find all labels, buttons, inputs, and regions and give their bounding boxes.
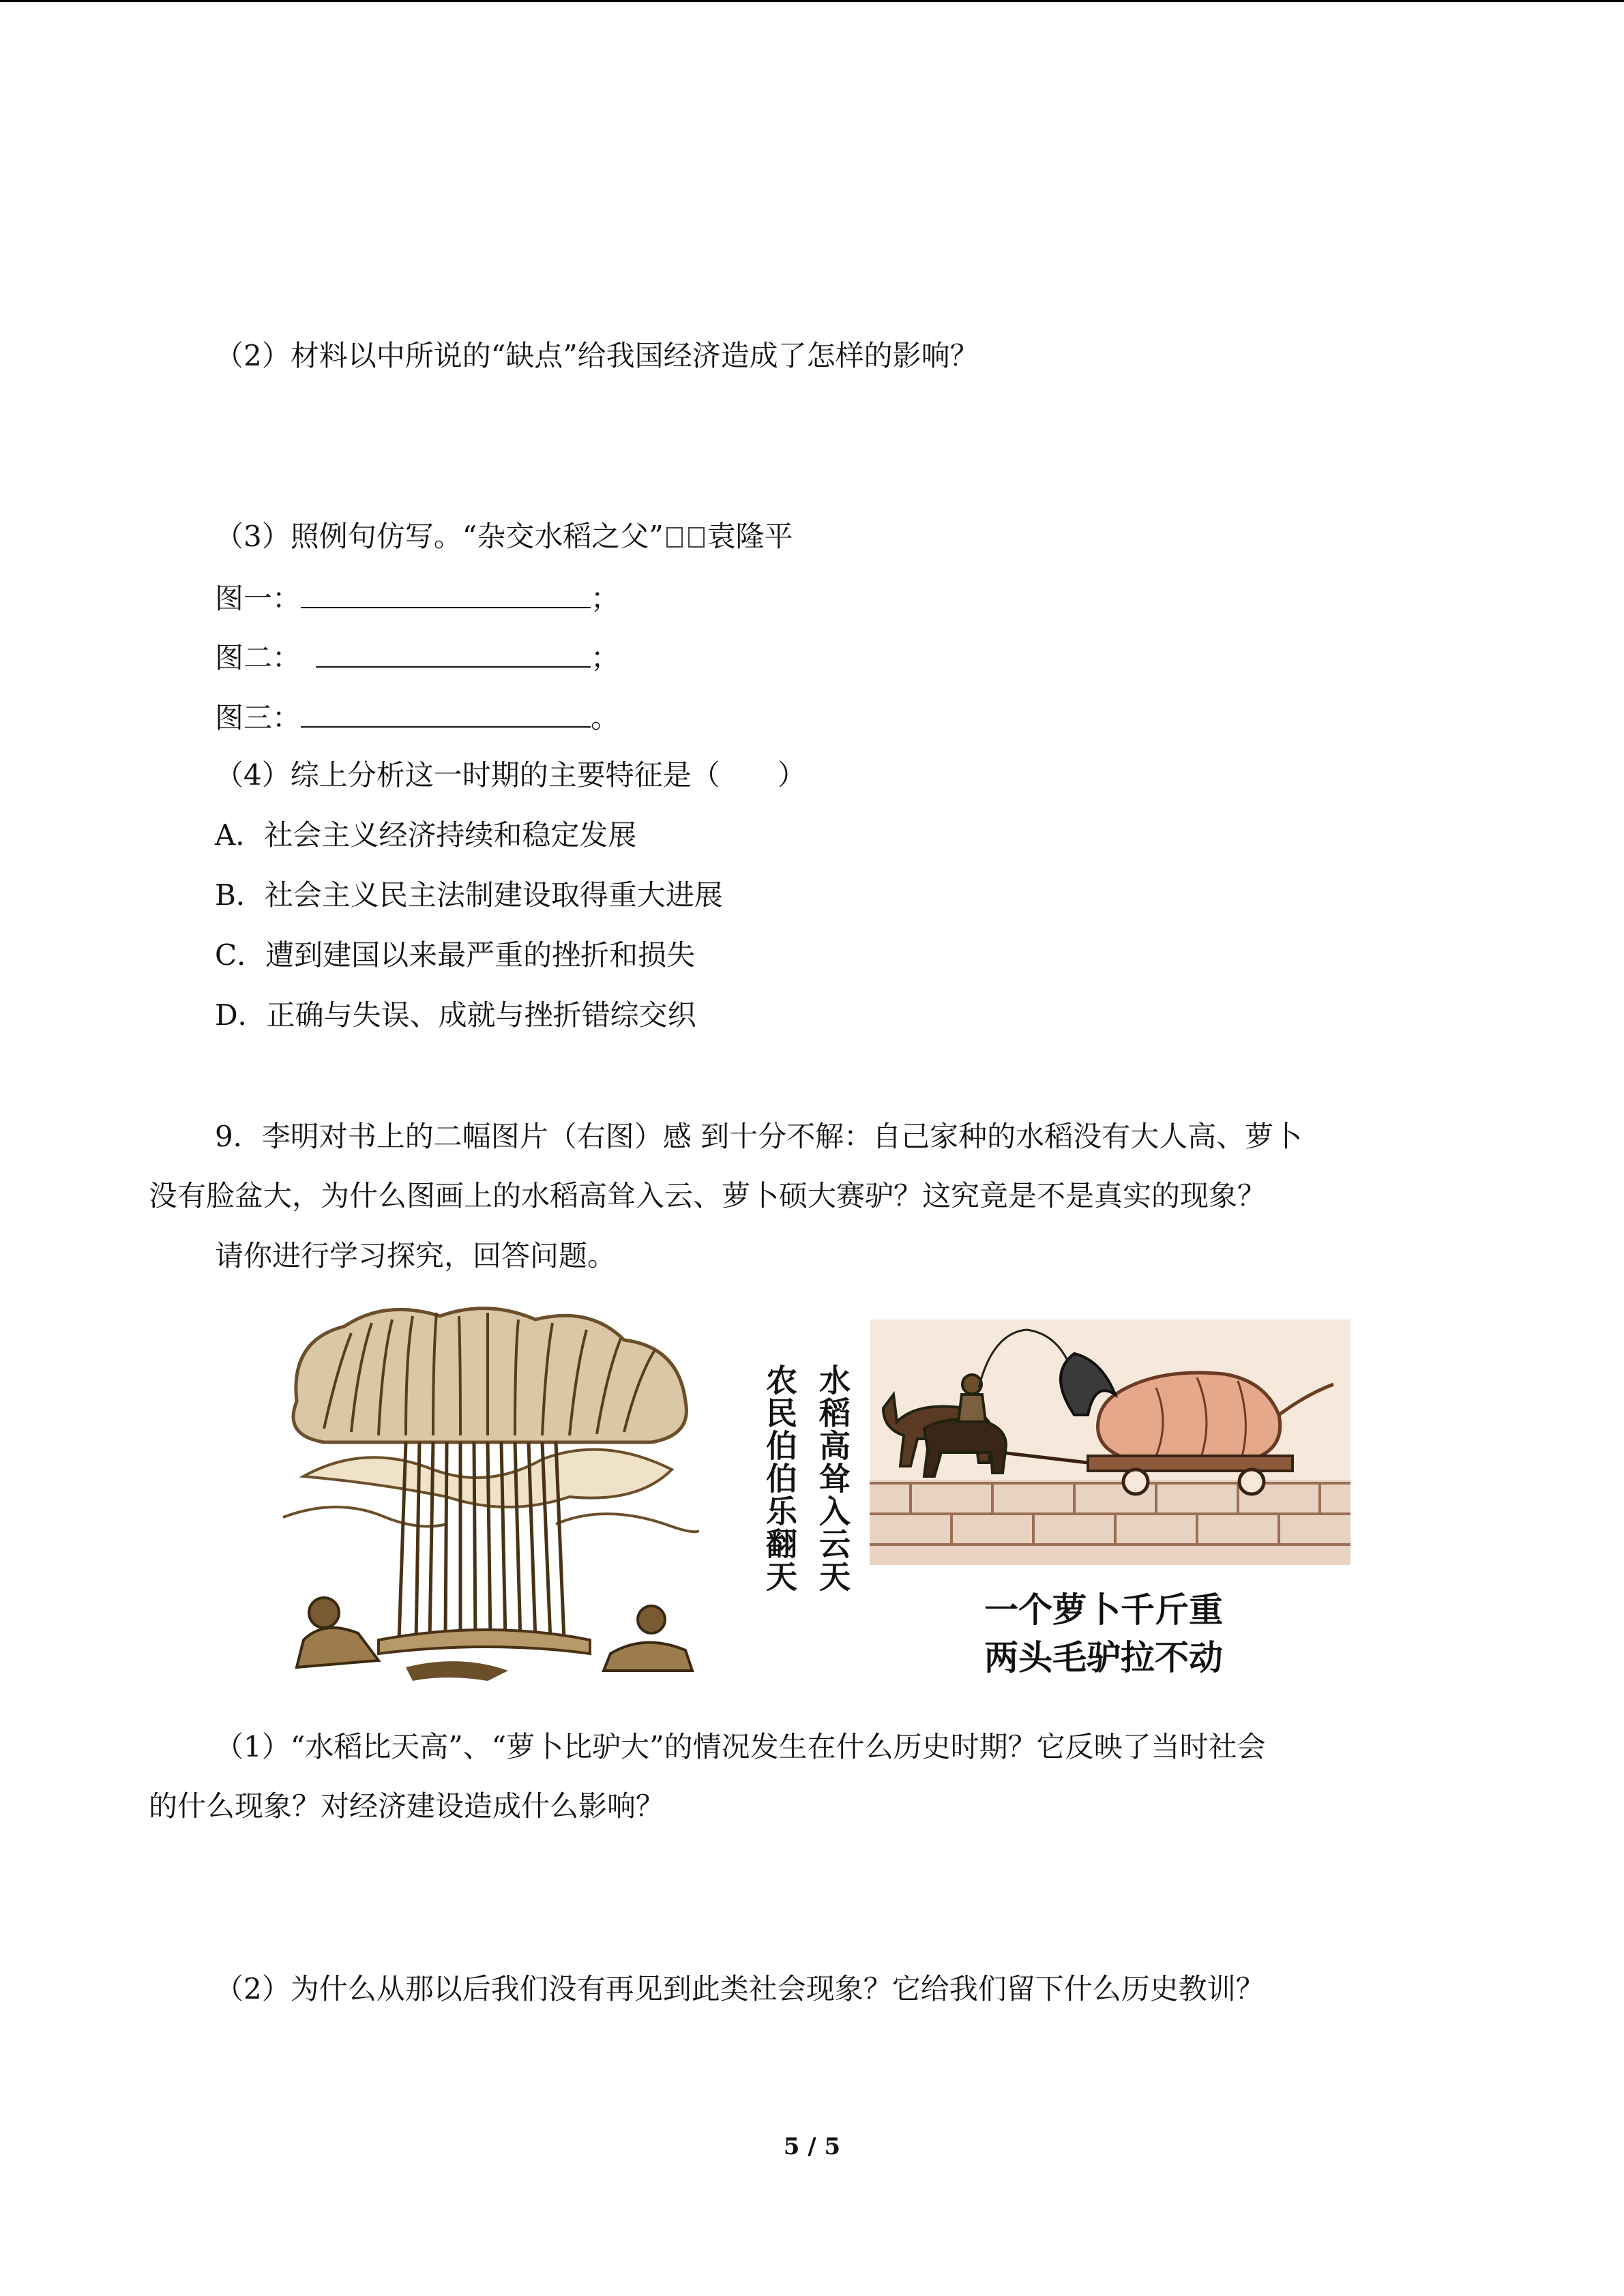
rice-illustration <box>283 1299 699 1688</box>
option-a[interactable]: A．社会主义经济持续和稳定发展 <box>215 818 637 852</box>
answer-blank[interactable] <box>301 699 591 728</box>
q9-intro-line-2: 没有脸盆大，为什么图画上的水稻高耸入云、萝卜硕大赛驴？这究竟是不是真实的现象？ <box>149 1179 1267 1212</box>
answer-blank[interactable] <box>301 580 591 608</box>
figure-caption-line-2: 两头毛驴拉不动 <box>984 1638 1223 1678</box>
poem-column-2: 农民伯伯乐翻天 <box>761 1364 798 1593</box>
row-end-punct: ； <box>591 641 620 674</box>
q8-sub3-example-name: 袁隆平 <box>707 520 793 553</box>
row-end-punct: 。 <box>591 701 620 734</box>
q8-sub3-row-3 <box>215 699 619 736</box>
answer-blank[interactable] <box>316 639 591 668</box>
q8-sub2-question: （2）材料以中所说的“缺点”给我国经济造成了怎样的影响？ <box>215 339 979 372</box>
option-c[interactable]: C．遭到建国以来最严重的挫折和损失 <box>215 938 696 972</box>
q9-intro-line-1: 9．李明对书上的二幅图片（右图）感 到十分不解：自己家种的水稻没有大人高、萝卜 <box>215 1120 1303 1153</box>
q9-intro-line-3: 请你进行学习探究，回答问题。 <box>215 1239 617 1272</box>
option-b[interactable]: B．社会主义民主法制建设取得重大进展 <box>215 878 723 912</box>
q9-sub2-question: （2）为什么从那以后我们没有再见到此类社会现象？它给我们留下什么历史教训？ <box>215 1972 1265 2006</box>
q9-sub1-line-1: （1）“水稻比天高”、“萝卜比驴大”的情况发生在什么历史时期？它反映了当时社会 <box>215 1730 1266 1763</box>
row-label: 图一： <box>215 582 301 615</box>
radish-cart-illustration <box>870 1320 1350 1565</box>
option-d[interactable]: D．正确与失误、成就与挫折错综交织 <box>215 998 696 1032</box>
row-label: 图三： <box>215 701 301 734</box>
row-end-punct: ； <box>591 582 620 615</box>
q9-sub1-line-2: 的什么现象？对经济建设造成什么影响？ <box>149 1789 665 1823</box>
q8-sub3-prefix: （3）照例句仿写。“杂交水稻之父” <box>215 520 664 553</box>
poem-column-1: 水稻高耸入云天 <box>814 1364 851 1593</box>
placeholder-box <box>688 527 705 548</box>
row-label: 图二： <box>215 641 301 674</box>
q8-sub4-question: （4）综上分析这一时期的主要特征是（ ） <box>215 758 806 792</box>
q8-sub3-prompt <box>215 518 793 555</box>
q8-sub3-row-1 <box>215 580 619 617</box>
page-number: 5 / 5 <box>783 2133 841 2160</box>
figure-caption-line-1: 一个萝卜千斤重 <box>984 1590 1223 1630</box>
q8-sub3-row-2 <box>215 639 619 676</box>
placeholder-box <box>666 527 683 548</box>
